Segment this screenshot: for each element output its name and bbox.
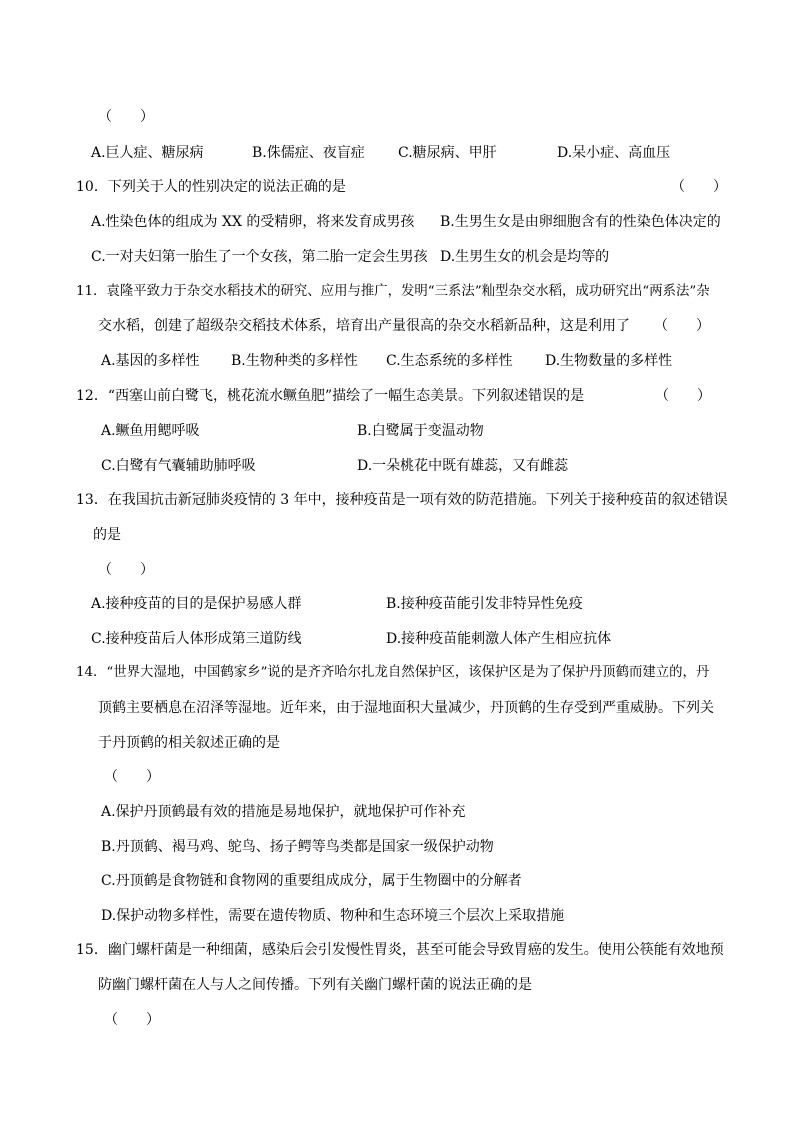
q9-option-b: B.侏儒症、夜盲症 [252,145,365,161]
q12-answer-bracket: （ ） [655,388,711,404]
q11-option-a: A.基因的多样性 [101,353,200,369]
q15-answer-bracket: （ ） [104,1012,160,1028]
q10-option-d: D.生男生女的机会是均等的 [440,249,610,265]
q14-option-b: B.丹顶鹤、褐马鸡、鸵鸟、扬子鳄等鸟类都是国家一级保护动物 [101,839,494,855]
q14-stem-line2: 顶鹤主要栖息在沼泽等湿地。近年来，由于湿地面积大量减少，丹顶鹤的生存受到严重威胁。下列关 [98,700,714,716]
q13-option-b: B.接种疫苗能引发非特异性免疫 [386,596,583,612]
q9-option-d: D.呆小症、高血压 [557,145,671,161]
q11-stem-line1: 11．袁隆平致力于杂交水稻技术的研究、应用与推广，发明“三系法”籼型杂交水稻，成功研究出“两系法”杂 [76,284,710,299]
q10-option-a: A.性染色体的组成为 XX 的受精卵，将来发育成男孩 [91,214,415,230]
q13-option-d: D.接种疫苗能刺激人体产生相应抗体 [386,631,612,647]
q14-option-c: C.丹顶鹤是食物链和食物网的重要组成成分，属于生物圈中的分解者 [101,873,522,889]
q14-stem-line3: 于丹顶鹤的相关叙述正确的是 [98,735,280,751]
q15-stem-line2: 防幽门螺杆菌在人与人之间传播。下列有关幽门螺杆菌的说法正确的是 [98,977,532,993]
q9-option-c: C.糖尿病、甲肝 [398,145,497,161]
q13-stem-line2: 的是 [93,527,121,543]
q11-stem-line2: 交水稻，创建了超级杂交稻技术体系，培育出产量很高的杂交水稻新品种，这是利用了 [98,318,630,334]
q13-stem-line1: 13．在我国抗击新冠肺炎疫情的 3 年中，接种疫苗是一项有效的防范措施。下列关于接种疫苗的叙述错误 [76,492,728,508]
q12-stem: 12．“西塞山前白鹭飞，桃花流水鳜鱼肥”描绘了一幅生态美景。下列叙述错误的是 [76,388,585,404]
q15-stem-line1: 15．幽门螺杆菌是一种细菌，感染后会引发慢性胃炎，甚至可能会导致胃癌的发生。使用公筷能有效地预 [76,942,724,958]
q13-answer-bracket: （ ） [98,562,154,578]
q12-option-b: B.白鹭属于变温动物 [357,423,484,439]
q14-stem-line1: 14．“世界大湿地，中国鹤家乡”说的是齐齐哈尔扎龙自然保护区，该保护区是为了保护丹顶鹤而建立的，丹 [76,665,710,680]
q13-option-c: C.接种疫苗后人体形成第三道防线 [91,631,302,647]
q14-option-d: D.保护动物多样性，需要在遗传物质、物种和生态环境三个层次上采取措施 [101,908,565,924]
q11-option-b: B.生物种类的多样性 [231,353,358,369]
q10-option-c: C.一对夫妇第一胎生了一个女孩，第二胎一定会生男孩 [91,249,428,265]
q12-option-c: C.白鹭有气囊辅助肺呼吸 [101,458,256,474]
q12-option-a: A.鳜鱼用鳃呼吸 [101,423,200,439]
q10-option-b: B.生男生女是由卵细胞含有的性染色体决定的 [440,214,721,230]
q12-option-d: D.一朵桃花中既有雄蕊，又有雌蕊 [357,458,569,474]
q10-answer-bracket: （ ） [671,179,727,195]
q14-option-a: A.保护丹顶鹤最有效的措施是易地保护，就地保护可作补充 [101,804,466,820]
q9-answer-bracket: （ ） [98,109,154,125]
q14-answer-bracket: （ ） [104,769,160,785]
q13-option-a: A.接种疫苗的目的是保护易感人群 [91,596,302,612]
q9-option-a: A.巨人症、糖尿病 [91,145,204,161]
q11-option-c: C.生态系统的多样性 [386,353,513,369]
q10-stem: 10．下列关于人的性别决定的说法正确的是 [76,179,346,195]
q11-option-d: D.生物数量的多样性 [545,353,673,369]
q11-answer-bracket: （ ） [654,318,710,334]
